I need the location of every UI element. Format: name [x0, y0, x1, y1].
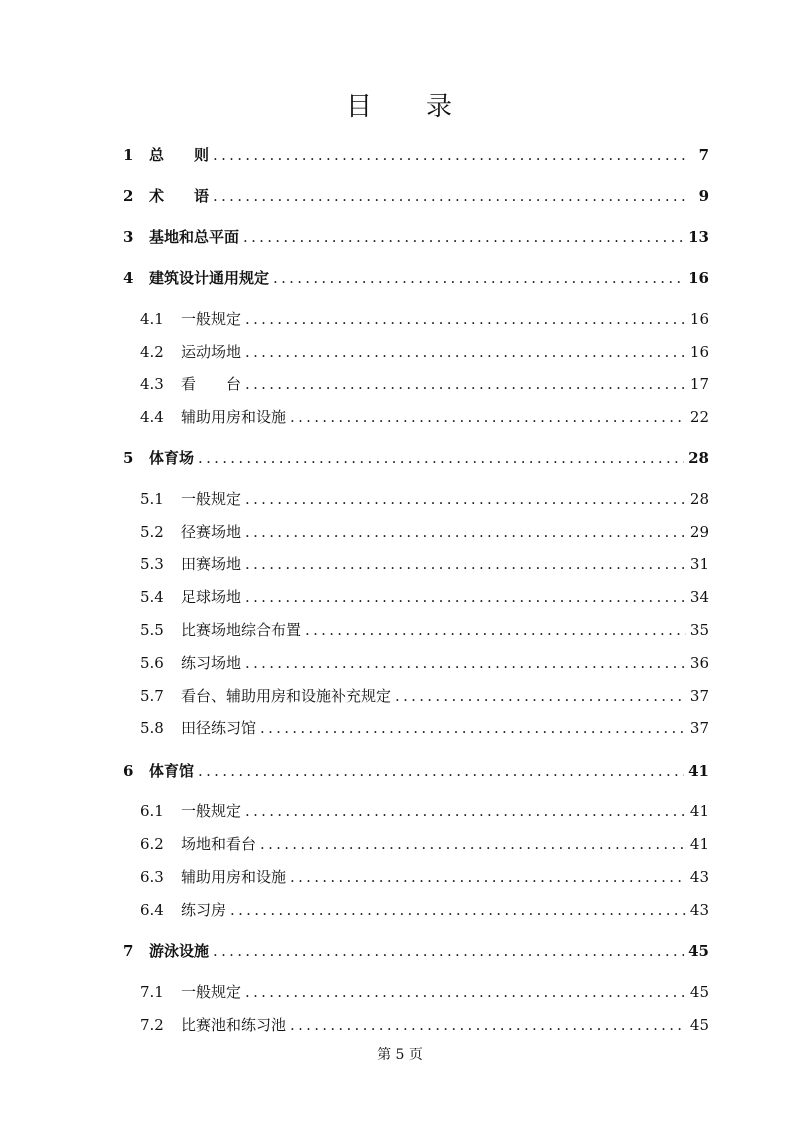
toc-entry-title: 术 语: [149, 187, 210, 205]
toc-section-entry[interactable]: [140, 651, 709, 675]
toc-dot-leader: [245, 340, 686, 364]
toc-entry-number: 5.1: [140, 490, 164, 508]
toc-entry-title: 体育场: [149, 449, 195, 467]
toc-chapter-entry[interactable]: [123, 759, 709, 783]
toc-entry-number: 7: [123, 942, 134, 960]
toc-dot-leader: [290, 405, 686, 429]
toc-entry-title: 体育馆: [149, 762, 195, 780]
toc-dot-leader: [245, 307, 686, 331]
toc-section-entry[interactable]: [140, 552, 709, 576]
toc-entry-number: 2: [123, 187, 134, 205]
toc-dot-leader: [245, 372, 686, 396]
toc-entry-title: 练习房: [181, 901, 227, 919]
toc-section-entry[interactable]: [140, 307, 709, 331]
toc-entry-page-number: 43: [689, 901, 709, 919]
toc-chapter-entry[interactable]: [123, 184, 709, 208]
toc-dot-leader: [245, 520, 686, 544]
toc-dot-leader: [213, 143, 689, 167]
toc-section-entry[interactable]: [140, 684, 709, 708]
toc-entry-page-number: 29: [689, 523, 709, 541]
toc-entry-number: 4.4: [140, 408, 164, 426]
toc-section-entry[interactable]: [140, 898, 709, 922]
toc-entry-page-number: 17: [689, 375, 709, 393]
toc-entry-page-number: 28: [688, 449, 709, 467]
toc-dot-leader: [395, 684, 686, 708]
toc-entry-page-number: 31: [689, 555, 709, 573]
toc-dot-leader: [198, 759, 684, 783]
toc-chapter-entry[interactable]: [123, 143, 709, 167]
toc-section-entry[interactable]: [140, 487, 709, 511]
toc-entry-title: 看 台: [181, 375, 242, 393]
toc-section-entry[interactable]: [140, 980, 709, 1004]
toc-entry-title: 游泳设施: [149, 942, 210, 960]
toc-entry-number: 6.2: [140, 835, 164, 853]
toc-entry-title: 建筑设计通用规定: [149, 269, 270, 287]
toc-entry-page-number: 41: [689, 835, 709, 853]
toc-entry-page-number: 37: [689, 687, 709, 705]
toc-dot-leader: [245, 487, 686, 511]
toc-section-entry[interactable]: [140, 405, 709, 429]
toc-section-entry[interactable]: [140, 340, 709, 364]
toc-dot-leader: [273, 266, 684, 290]
toc-entry-number: 5.4: [140, 588, 164, 606]
toc-entry-page-number: 34: [689, 588, 709, 606]
toc-entry-page-number: 41: [688, 762, 709, 780]
toc-section-entry[interactable]: [140, 372, 709, 396]
toc-entry-page-number: 35: [689, 621, 709, 639]
toc-entry-title: 看台、辅助用房和设施补充规定: [181, 687, 392, 705]
toc-entry-page-number: 45: [689, 983, 709, 1001]
toc-dot-leader: [245, 799, 686, 823]
toc-entry-number: 4: [123, 269, 134, 287]
toc-dot-leader: [290, 865, 686, 889]
toc-entry-number: 5.2: [140, 523, 164, 541]
toc-entry-page-number: 16: [688, 269, 709, 287]
toc-dot-leader: [260, 716, 686, 740]
toc-dot-leader: [198, 446, 684, 470]
toc-entry-page-number: 45: [689, 1016, 709, 1034]
toc-entry-title: 一般规定: [181, 983, 242, 1001]
toc-entry-title: 一般规定: [181, 310, 242, 328]
toc-dot-leader: [305, 618, 686, 642]
title-char-2: 录: [426, 92, 455, 122]
toc-section-entry[interactable]: [140, 520, 709, 544]
toc-entry-page-number: 16: [689, 310, 709, 328]
toc-entry-title: 比赛池和练习池: [181, 1016, 287, 1034]
toc-section-entry[interactable]: [140, 1013, 709, 1037]
toc-entry-page-number: 7: [698, 146, 709, 164]
toc-entry-title: 一般规定: [181, 490, 242, 508]
toc-dot-leader: [260, 832, 686, 856]
toc-entry-number: 3: [123, 228, 134, 246]
toc-entry-title: 比赛场地综合布置: [181, 621, 302, 639]
toc-entry-title: 径赛场地: [181, 523, 242, 541]
toc-chapter-entry[interactable]: [123, 446, 709, 470]
toc-dot-leader: [245, 651, 686, 675]
toc-entry-title: 辅助用房和设施: [181, 408, 287, 426]
toc-entry-number: 5.3: [140, 555, 164, 573]
toc-entry-title: 田赛场地: [181, 555, 242, 573]
toc-entry-title: 一般规定: [181, 802, 242, 820]
toc-entry-number: 6: [123, 762, 134, 780]
toc-entry-number: 5: [123, 449, 134, 467]
toc-entry-number: 6.4: [140, 901, 164, 919]
toc-entry-page-number: 43: [689, 868, 709, 886]
toc-entry-title: 辅助用房和设施: [181, 868, 287, 886]
toc-entry-page-number: 13: [688, 228, 709, 246]
toc-entry-number: 6.3: [140, 868, 164, 886]
toc-section-entry[interactable]: [140, 716, 709, 740]
toc-entry-title: 田径练习馆: [181, 719, 257, 737]
toc-entry-number: 4.2: [140, 343, 164, 361]
toc-entry-page-number: 9: [698, 187, 709, 205]
toc-chapter-entry[interactable]: [123, 939, 709, 963]
toc-chapter-entry[interactable]: [123, 266, 709, 290]
toc-entry-title: 场地和看台: [181, 835, 257, 853]
page-title: [0, 86, 800, 126]
toc-entry-number: 5.8: [140, 719, 164, 737]
toc-entry-number: 7.2: [140, 1016, 164, 1034]
toc-entry-number: 6.1: [140, 802, 164, 820]
toc-dot-leader: [213, 184, 689, 208]
toc-entry-title: 运动场地: [181, 343, 242, 361]
toc-dot-leader: [230, 898, 686, 922]
title-char-1: 目: [345, 92, 374, 122]
toc-entry-page-number: 16: [689, 343, 709, 361]
toc-entry-page-number: 37: [689, 719, 709, 737]
toc-entry-number: 5.7: [140, 687, 164, 705]
toc-entry-title: 足球场地: [181, 588, 242, 606]
toc-dot-leader: [243, 225, 684, 249]
toc-section-entry[interactable]: [140, 799, 709, 823]
toc-entry-number: 7.1: [140, 983, 164, 1001]
toc-entry-title: 总 则: [149, 146, 210, 164]
toc-section-entry[interactable]: [140, 585, 709, 609]
toc-entry-page-number: 22: [689, 408, 709, 426]
toc-dot-leader: [245, 552, 686, 576]
toc-entry-page-number: 28: [689, 490, 709, 508]
toc-entry-page-number: 41: [689, 802, 709, 820]
toc-entry-title: 基地和总平面: [149, 228, 240, 246]
toc-entry-page-number: 45: [688, 942, 709, 960]
toc-entry-number: 1: [123, 146, 134, 164]
toc-entry-title: 练习场地: [181, 654, 242, 672]
toc-dot-leader: [245, 980, 686, 1004]
toc-entry-number: 4.1: [140, 310, 164, 328]
toc-entry-number: 5.5: [140, 621, 164, 639]
toc-section-entry[interactable]: [140, 832, 709, 856]
toc-entry-number: 4.3: [140, 375, 164, 393]
page-number-footer: 第 5 页: [377, 1047, 423, 1063]
toc-entry-number: 5.6: [140, 654, 164, 672]
toc-dot-leader: [245, 585, 686, 609]
toc-dot-leader: [213, 939, 684, 963]
toc-section-entry[interactable]: [140, 618, 709, 642]
toc-dot-leader: [290, 1013, 686, 1037]
toc-section-entry[interactable]: [140, 865, 709, 889]
toc-chapter-entry[interactable]: [123, 225, 709, 249]
toc-entry-page-number: 36: [689, 654, 709, 672]
